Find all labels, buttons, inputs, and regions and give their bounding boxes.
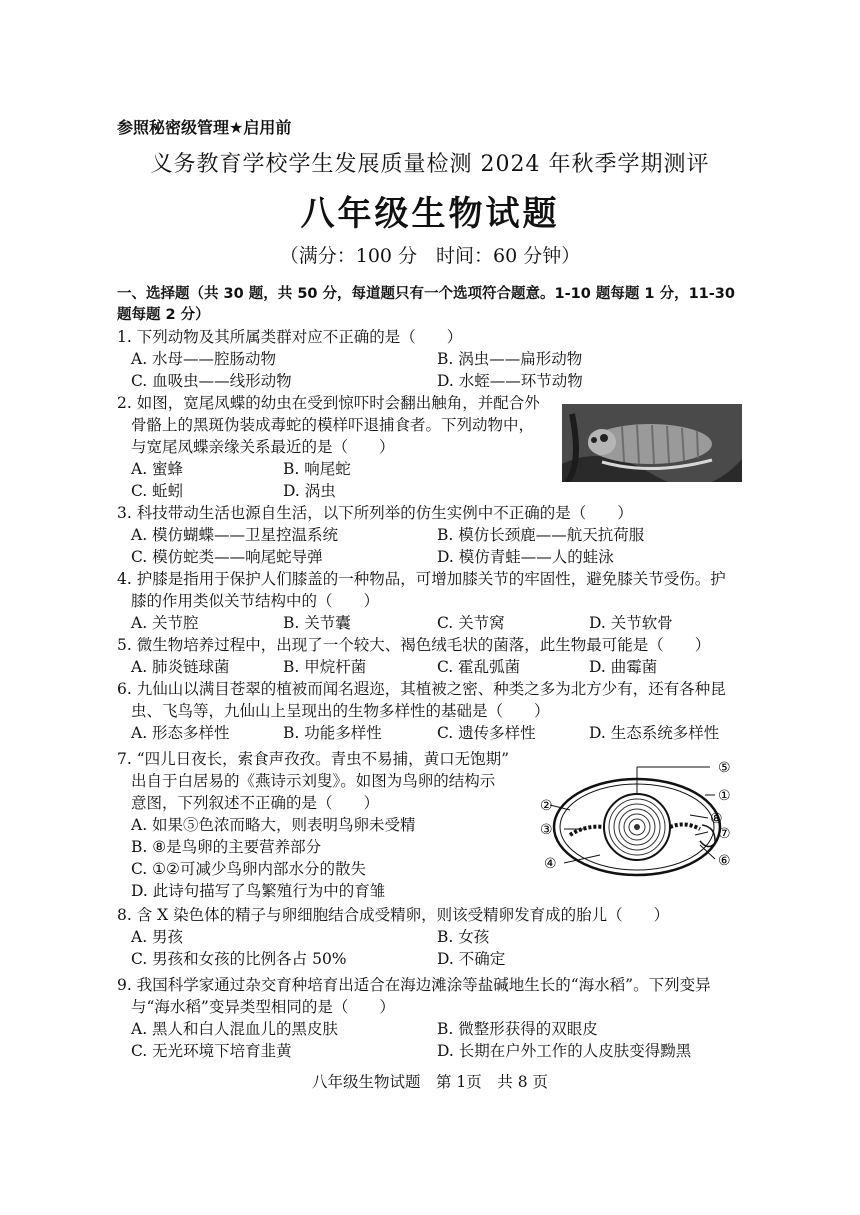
- q9-option-b: B. 微整形获得的双眼皮: [437, 1020, 598, 1038]
- q9-option-d: D. 长期在户外工作的人皮肤变得黝黑: [437, 1042, 692, 1060]
- q7-option-c: C. ①②可减少鸟卵内部水分的散失: [131, 860, 366, 878]
- q1-option-c: C. 血吸虫——线形动物: [131, 372, 292, 390]
- q2-stem-line2: 骨骼上的黑斑伪装成毒蛇的模样吓退捕食者。下列动物中，: [131, 416, 535, 434]
- section-heading-cont: 题每题 2 分）: [117, 307, 210, 323]
- egg-label-6: ⑥: [718, 853, 731, 869]
- q1-option-a: A. 水母——腔肠动物: [131, 350, 277, 368]
- exam-organization-title: 义务教育学校学生发展质量检测 2024 年秋季学期测评: [150, 152, 710, 177]
- egg-label-1: ①: [718, 788, 731, 804]
- q8-option-d: D. 不确定: [437, 950, 506, 968]
- q8-stem: 8. 含 X 染色体的精子与卵细胞结合成受精卵，则该受精卵发育成的胎儿（ ）: [117, 906, 670, 924]
- q9-option-c: C. 无光环境下培育韭黄: [131, 1042, 292, 1060]
- q4-option-c: C. 关节窝: [437, 614, 505, 632]
- q4-option-d: D. 关节软骨: [589, 614, 673, 632]
- q7-stem-line3: 意图，下列叙述不正确的是（ ）: [131, 794, 380, 812]
- q4-option-b: B. 关节囊: [283, 614, 351, 632]
- q4-stem-line1: 4. 护膝是指用于保护人们膝盖的一种物品，可增加膝关节的牢固性，避免膝关节受伤。护: [117, 570, 726, 588]
- q7-stem-line1: 7. “四儿日夜长，索食声孜孜。青虫不易捕，黄口无饱期”: [117, 750, 510, 768]
- caterpillar-photo: [562, 404, 742, 482]
- q2-option-d: D. 涡虫: [283, 482, 336, 500]
- q8-option-a: A. 男孩: [131, 928, 184, 946]
- q5-option-d: D. 曲霉菌: [589, 658, 658, 676]
- q9-stem-line2: 与“海水稻”变异类型相同的是（ ）: [131, 998, 395, 1016]
- q6-option-d: D. 生态系统多样性: [589, 724, 720, 742]
- egg-label-2: ②: [540, 798, 553, 814]
- page-footer: 八年级生物试题 第 1页 共 8 页: [311, 1073, 548, 1091]
- q1-option-b: B. 涡虫——扁形动物: [437, 350, 583, 368]
- egg-label-5: ⑤: [718, 760, 731, 776]
- secret-level-note: 参照秘密级管理★启用前: [117, 118, 292, 137]
- q8-option-c: C. 男孩和女孩的比例各占 50%: [131, 950, 347, 968]
- q6-option-a: A. 形态多样性: [131, 724, 230, 742]
- q2-option-a: A. 蜜蜂: [131, 460, 184, 478]
- q4-stem-line2: 膝的作用类似关节结构中的（ ）: [131, 592, 380, 610]
- exam-title: 八年级生物试题: [300, 194, 560, 234]
- q7-option-b: B. ⑧是鸟卵的主要营养部分: [131, 838, 322, 856]
- q5-stem: 5. 微生物培养过程中，出现了一个较大、褐色绒毛状的菌落，此生物最可能是（ ）: [117, 636, 711, 654]
- q7-option-d: D. 此诗句描写了鸟繁殖行为中的育雏: [131, 882, 386, 900]
- q5-option-a: A. 肺炎链球菌: [131, 658, 230, 676]
- q5-option-b: B. 甲烷杆菌: [283, 658, 367, 676]
- egg-label-4: ④: [544, 856, 557, 872]
- q2-option-b: B. 响尾蛇: [283, 460, 351, 478]
- q6-stem-line1: 6. 九仙山以满目苍翠的植被而闻名遐迩，其植被之密、种类之多为北方少有，还有各种昆: [117, 680, 726, 698]
- q4-option-a: A. 关节腔: [131, 614, 199, 632]
- q6-option-b: B. 功能多样性: [283, 724, 382, 742]
- q3-option-d: D. 模仿青蛙——人的蛙泳: [437, 548, 614, 566]
- egg-label-7: ⑦: [718, 826, 731, 842]
- q9-option-a: A. 黑人和白人混血儿的黑皮肤: [131, 1020, 339, 1038]
- q1-stem: 1. 下列动物及其所属类群对应不正确的是（ ）: [117, 328, 463, 346]
- q7-option-a: A. 如果⑤色浓而略大，则表明鸟卵未受精: [131, 816, 416, 834]
- q3-option-c: C. 模仿蛇类——响尾蛇导弹: [131, 548, 323, 566]
- q6-option-c: C. 遗传多样性: [437, 724, 536, 742]
- q3-option-b: B. 模仿长颈鹿——航天抗荷服: [437, 526, 645, 544]
- bird-egg-diagram: [540, 755, 750, 880]
- section-heading: 一、选择题（共 30 题，共 50 分，每道题只有一个选项符合题意。1-10 题每题 1 分，11-30: [117, 286, 735, 302]
- q3-option-a: A. 模仿蝴蝶——卫星控温系统: [131, 526, 339, 544]
- q8-option-b: B. 女孩: [437, 928, 490, 946]
- q2-option-c: C. 蚯蚓: [131, 482, 184, 500]
- egg-label-8: ⑧: [710, 811, 723, 827]
- q6-stem-line2: 虫、飞鸟等，九仙山上呈现出的生物多样性的基础是（ ）: [131, 702, 550, 720]
- egg-label-3: ③: [540, 822, 553, 838]
- score-time-info: （满分：100 分 时间：60 分钟）: [279, 245, 581, 267]
- q1-option-d: D. 水蛭——环节动物: [437, 372, 583, 390]
- q5-option-c: C. 霍乱弧菌: [437, 658, 521, 676]
- q3-stem: 3. 科技带动生活也源自生活，以下所列举的仿生实例中不正确的是（ ）: [117, 504, 633, 522]
- q2-stem-line1: 2. 如图，宽尾凤蝶的幼虫在受到惊吓时会翻出触角，并配合外: [117, 394, 540, 412]
- q2-stem-line3: 与宽尾凤蝶亲缘关系最近的是（ ）: [131, 438, 395, 456]
- q9-stem-line1: 9. 我国科学家通过杂交育种培育出适合在海边滩涂等盐碱地生长的“海水稻”。下列变异: [117, 976, 711, 994]
- q7-stem-line2: 出自于白居易的《燕诗示刘叟》。如图为鸟卵的结构示: [131, 772, 496, 790]
